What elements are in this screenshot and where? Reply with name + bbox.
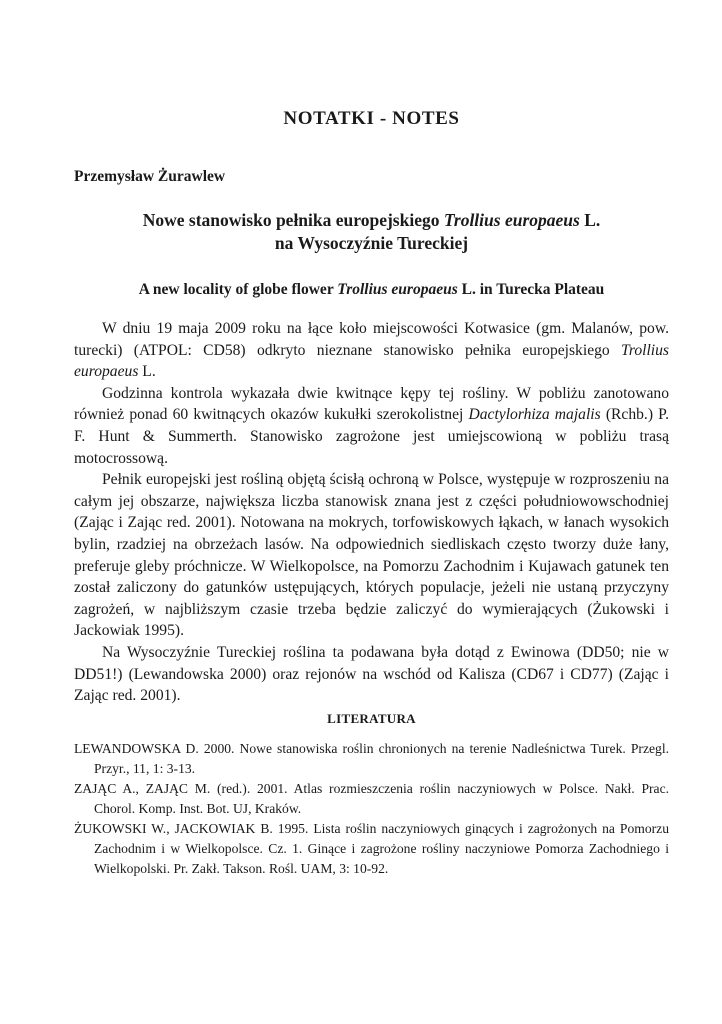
paragraph-2-text: Godzinna kontrola wykazała dwie kwitnące kępy tej rośliny. W pobliżu zanotowano również ponad 60 kwitnących okazów kukułki szerokolistnej [74,384,669,424]
paragraph-4: Na Wysoczyźnie Tureckiej roślina ta podawana była dotąd z Ewinowa (DD50; nie w DD51!) (Lewandowska 2000) oraz rejonów na wschód od Kalisza (CD67 i CD77) (Zając i Zając red. 2001). [74,643,669,705]
article-body [74,318,669,707]
title-pl-species: Trollius europaeus [443,210,580,230]
paragraph-2-species: Dactylorhiza majalis [468,406,601,424]
title-pl-line2: na Wysoczyźnie Tureckiej [274,233,469,253]
article-title-english [74,281,669,299]
title-en-text: A new locality of globe flower [138,281,338,298]
author-name: Przemysław Żurawlew [74,168,226,185]
article-title-polish [74,209,669,255]
paragraph-1-text: W dniu 19 maja 2009 roku na łące koło miejscowości Kotwasice (gm. Malanów, pow. turecki) (ATPOL: CD58) odkryto nieznane stanowisko pełnika europejskiego [74,320,669,359]
paragraph-1 [74,318,669,383]
reference-item: ZAJĄC A., ZAJĄC M. (red.). 2001. Atlas rozmieszczenia roślin naczyniowych w Polsce. Nakł. Prac. Chorol. Komp. Inst. Bot. UJ, Kraków. [74,781,669,816]
reference-item: LEWANDOWSKA D. 2000. Nowe stanowiska roślin chronionych na terenie Nadleśnictwa Turek. Przegl. Przyr., 11, 1: 3-13. [74,741,669,776]
section-title: NOTATKI - NOTES [283,108,460,129]
paragraph-3: Pełnik europejski jest rośliną objętą ścisłą ochroną w Polsce, występuje w rozproszeniu na całym jej obszarze, największa liczba stanowisk znana jest z części południowowschodniej (Zając i Zając red. 2001). Notowana na mokrych, torfowiskowych łąkach, w łanach wysokich bylin, rzadziej na obrzeżach lasów. Na odpowiednich siedliskach często tworzy duże łany, preferuje gleby próchnicze. W Wielkopolsce, na Pomorzu Zachodnim i Kujawach gatunek ten został zaliczony do gatunków ustępujących, których populacje, jeżeli nie ustaną przyczyny zagrożeń, w najbliższym czasie trzeba będzie zaliczyć do wymierających (Żukowski i Jackowiak 1995). [74,471,669,640]
title-en-suffix: L. in Turecka Plateau [457,281,605,298]
paragraph-2-end: (Rchb.) P. F. Hunt & Summerth. Stanowisko zagrożone jest umiejscowioną w pobliżu trasą motocrossową. [74,406,669,467]
paragraph-1-end: L. [138,363,156,381]
paragraph-1-species: Trollius europaeus [74,341,669,381]
reference-list [74,739,669,879]
title-pl-authority: L. [579,210,601,230]
literature-heading: LITERATURA [327,711,416,726]
reference-item: ŻUKOWSKI W., JACKOWIAK B. 1995. Lista roślin naczyniowych ginących i zagrożonych na Pomorzu Zachodnim i w Wielkopolsce. Cz. 1. Ginące i zagrożone rośliny naczyniowe Pomorza Zachodniego i Wielkopolski. Pr. Zakł. Takson. Rośl. UAM, 3: 10-92. [74,821,669,876]
title-pl-text: Nowe stanowisko pełnika europejskiego [142,210,444,230]
title-en-species: Trollius europaeus [337,281,458,298]
paragraph-2 [74,383,669,469]
